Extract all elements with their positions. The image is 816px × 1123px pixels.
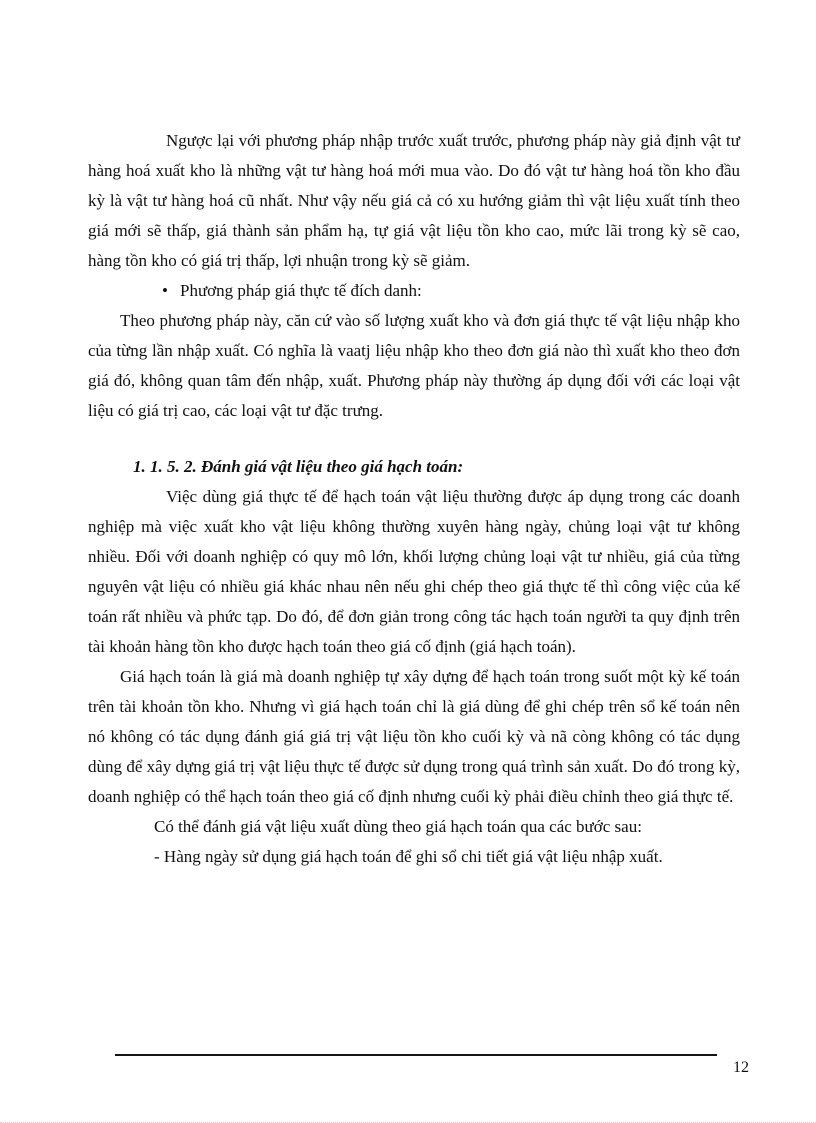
bullet-label: Phương pháp giá thực tế đích danh:: [180, 281, 422, 300]
paragraph-hachtoan-usage: Việc dùng giá thực tế để hạch toán vật liệu thường được áp dụng trong các doanh nghiệp mà việc xuất kho vật liệu không thường xuyên hàng ngày, chủng loại vật tư không nhiều. Đối với doanh nghiệp có quy mô lớn, khối lượng chủng loại vật tư nhiều, giá của từng nguyên vật liệu có nhiều giá khác nhau nên nếu ghi chép theo giá thực tế thì công việc của kế toán rất nhiều và phức tạp. Do đó, để đơn giản trong công tác hạch toán người ta quy định trên tài khoản hàng tồn kho được hạch toán theo giá cố định (giá hạch toán).: [88, 487, 740, 656]
bullet-item: [88, 276, 740, 306]
step-item-1: - Hàng ngày sử dụng giá hạch toán để ghi sổ chi tiết giá vật liệu nhập xuất.: [154, 847, 663, 866]
section-heading: 1. 1. 5. 2. Đánh giá vật liệu theo giá hạch toán:: [133, 457, 464, 476]
page-number: 12: [733, 1059, 749, 1076]
steps-intro-line: Có thể đánh giá vật liệu xuất dùng theo giá hạch toán qua các bước sau:: [154, 817, 642, 836]
page-body-text: [88, 126, 740, 872]
paragraph-hachtoan-definition: Giá hạch toán là giá mà doanh nghiệp tự xây dựng để hạch toán trong suốt một kỳ kế toán trên tài khoản tồn kho. Nhưng vì giá hạch toán chỉ là giá dùng để ghi chép trên sổ kế toán nên nó không có tác dụng đánh giá giá trị vật liệu tồn kho cuối kỳ và nã còng không có tác dụng dùng để xây dựng giá trị vật liệu thực tế được sử dụng trong quá trình sản xuất. Do đó trong kỳ, doanh nghiệp có thể hạch toán theo giá cố định nhưng cuối kỳ phải điều chỉnh theo giá thực tế.: [88, 667, 740, 806]
paragraph-fifo-contrast: Ngược lại với phương pháp nhập trước xuất trước, phương pháp này giả định vật tư hàng hoá xuất kho là những vật tư hàng hoá mới mua vào. Do đó vật tư hàng hoá tồn kho đầu kỳ là vật tư hàng hoá cũ nhất. Như vậy nếu giá cả có xu hướng giảm thì vật liệu xuất tính theo giá mới sẽ thấp, giá thành sản phẩm hạ, tự giá vật liệu tồn kho cao, mức lãi trong kỳ sẽ cao, hàng tồn kho có giá trị thấp, lợi nhuận trong kỳ sẽ giảm.: [88, 131, 740, 270]
bullet-icon: •: [162, 281, 168, 300]
footer-rule: [115, 1054, 717, 1056]
paragraph-specific-price-method: Theo phương pháp này, căn cứ vào số lượng xuất kho và đơn giá thực tế vật liệu nhập kho của từng lần nhập xuất. Có nghĩa là vaatj liệu nhập kho theo đơn giá nào thì xuất kho theo đơn giá đó, không quan tâm đến nhập, xuất. Phương pháp này thường áp dụng đối với các loại vật liệu có giá trị cao, các loại vật tư đặc trưng.: [88, 311, 740, 420]
